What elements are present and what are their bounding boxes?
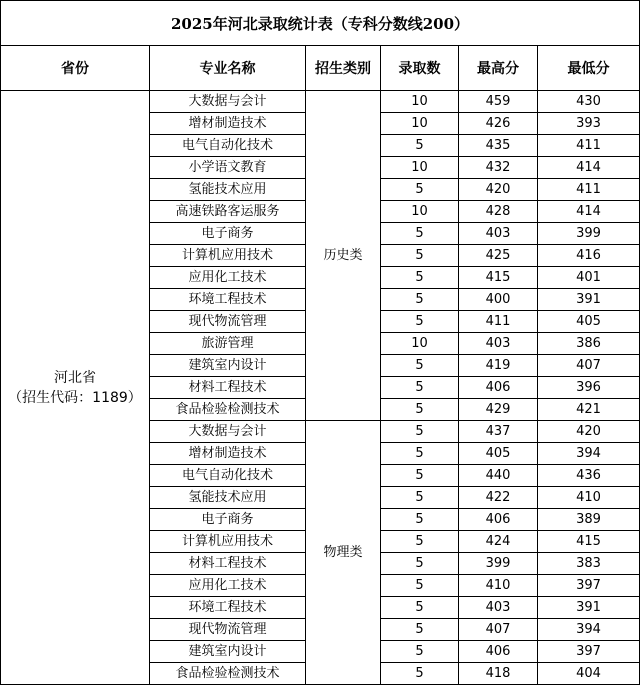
major-name: 电气自动化技术	[150, 465, 306, 487]
table-row	[1, 91, 640, 113]
max-score: 435	[459, 135, 538, 157]
max-score: 406	[459, 377, 538, 399]
min-score: 389	[538, 509, 640, 531]
min-score: 397	[538, 575, 640, 597]
max-score: 406	[459, 509, 538, 531]
major-name: 食品检验检测技术	[150, 399, 306, 421]
max-score: 429	[459, 399, 538, 421]
header-province: 省份	[1, 46, 150, 91]
max-score: 426	[459, 113, 538, 135]
max-score: 415	[459, 267, 538, 289]
min-score: 416	[538, 245, 640, 267]
min-score: 394	[538, 619, 640, 641]
major-name: 电子商务	[150, 509, 306, 531]
admitted-count: 5	[381, 575, 459, 597]
major-name: 应用化工技术	[150, 267, 306, 289]
header-category: 招生类别	[306, 46, 381, 91]
min-score: 410	[538, 487, 640, 509]
admitted-count: 5	[381, 443, 459, 465]
min-score: 414	[538, 157, 640, 179]
title-row	[1, 1, 640, 46]
admitted-count: 5	[381, 553, 459, 575]
major-name: 旅游管理	[150, 333, 306, 355]
major-name: 小学语文教育	[150, 157, 306, 179]
min-score: 436	[538, 465, 640, 487]
max-score: 420	[459, 179, 538, 201]
admitted-count: 5	[381, 355, 459, 377]
major-name: 材料工程技术	[150, 553, 306, 575]
min-score: 415	[538, 531, 640, 553]
admitted-count: 5	[381, 267, 459, 289]
admitted-count: 5	[381, 135, 459, 157]
major-name: 现代物流管理	[150, 311, 306, 333]
max-score: 403	[459, 223, 538, 245]
major-name: 增材制造技术	[150, 443, 306, 465]
max-score: 403	[459, 597, 538, 619]
min-score: 405	[538, 311, 640, 333]
max-score: 437	[459, 421, 538, 443]
header-min-score: 最低分	[538, 46, 640, 91]
admitted-count: 10	[381, 113, 459, 135]
min-score: 394	[538, 443, 640, 465]
max-score: 440	[459, 465, 538, 487]
min-score: 396	[538, 377, 640, 399]
admitted-count: 5	[381, 663, 459, 685]
max-score: 405	[459, 443, 538, 465]
major-name: 氢能技术应用	[150, 487, 306, 509]
min-score: 386	[538, 333, 640, 355]
max-score: 459	[459, 91, 538, 113]
table-title: 2025年河北录取统计表（专科分数线200）	[1, 1, 640, 46]
major-name: 建筑室内设计	[150, 355, 306, 377]
max-score: 419	[459, 355, 538, 377]
admitted-count: 5	[381, 289, 459, 311]
max-score: 400	[459, 289, 538, 311]
major-name: 计算机应用技术	[150, 531, 306, 553]
admitted-count: 5	[381, 531, 459, 553]
major-name: 环境工程技术	[150, 597, 306, 619]
admitted-count: 5	[381, 311, 459, 333]
admitted-count: 5	[381, 597, 459, 619]
admitted-count: 5	[381, 465, 459, 487]
province-code: （招生代码：1189）	[8, 389, 142, 406]
max-score: 425	[459, 245, 538, 267]
max-score: 407	[459, 619, 538, 641]
max-score: 432	[459, 157, 538, 179]
min-score: 383	[538, 553, 640, 575]
admitted-count: 5	[381, 399, 459, 421]
major-name: 大数据与会计	[150, 91, 306, 113]
province-cell	[1, 91, 150, 685]
max-score: 422	[459, 487, 538, 509]
major-name: 环境工程技术	[150, 289, 306, 311]
province-name: 河北省	[54, 369, 96, 386]
min-score: 401	[538, 267, 640, 289]
major-name: 计算机应用技术	[150, 245, 306, 267]
major-name: 电子商务	[150, 223, 306, 245]
min-score: 411	[538, 179, 640, 201]
major-name: 材料工程技术	[150, 377, 306, 399]
admitted-count: 5	[381, 421, 459, 443]
major-name: 大数据与会计	[150, 421, 306, 443]
max-score: 424	[459, 531, 538, 553]
admitted-count: 5	[381, 641, 459, 663]
header-major: 专业名称	[150, 46, 306, 91]
category-cell: 历史类	[306, 91, 381, 421]
major-name: 建筑室内设计	[150, 641, 306, 663]
max-score: 418	[459, 663, 538, 685]
header-admitted: 录取数	[381, 46, 459, 91]
major-name: 高速铁路客运服务	[150, 201, 306, 223]
header-row	[1, 46, 640, 91]
min-score: 407	[538, 355, 640, 377]
admitted-count: 10	[381, 333, 459, 355]
min-score: 414	[538, 201, 640, 223]
admitted-count: 10	[381, 157, 459, 179]
min-score: 393	[538, 113, 640, 135]
admitted-count: 5	[381, 223, 459, 245]
major-name: 现代物流管理	[150, 619, 306, 641]
admitted-count: 10	[381, 201, 459, 223]
min-score: 404	[538, 663, 640, 685]
min-score: 421	[538, 399, 640, 421]
max-score: 399	[459, 553, 538, 575]
admitted-count: 5	[381, 619, 459, 641]
min-score: 399	[538, 223, 640, 245]
max-score: 403	[459, 333, 538, 355]
admitted-count: 5	[381, 509, 459, 531]
admitted-count: 5	[381, 487, 459, 509]
admitted-count: 10	[381, 91, 459, 113]
min-score: 430	[538, 91, 640, 113]
major-name: 电气自动化技术	[150, 135, 306, 157]
admitted-count: 5	[381, 179, 459, 201]
category-cell: 物理类	[306, 421, 381, 685]
min-score: 411	[538, 135, 640, 157]
admitted-count: 5	[381, 377, 459, 399]
min-score: 391	[538, 289, 640, 311]
min-score: 420	[538, 421, 640, 443]
min-score: 397	[538, 641, 640, 663]
max-score: 411	[459, 311, 538, 333]
max-score: 428	[459, 201, 538, 223]
major-name: 氢能技术应用	[150, 179, 306, 201]
major-name: 增材制造技术	[150, 113, 306, 135]
max-score: 406	[459, 641, 538, 663]
admitted-count: 5	[381, 245, 459, 267]
max-score: 410	[459, 575, 538, 597]
major-name: 应用化工技术	[150, 575, 306, 597]
header-max-score: 最高分	[459, 46, 538, 91]
major-name: 食品检验检测技术	[150, 663, 306, 685]
min-score: 391	[538, 597, 640, 619]
